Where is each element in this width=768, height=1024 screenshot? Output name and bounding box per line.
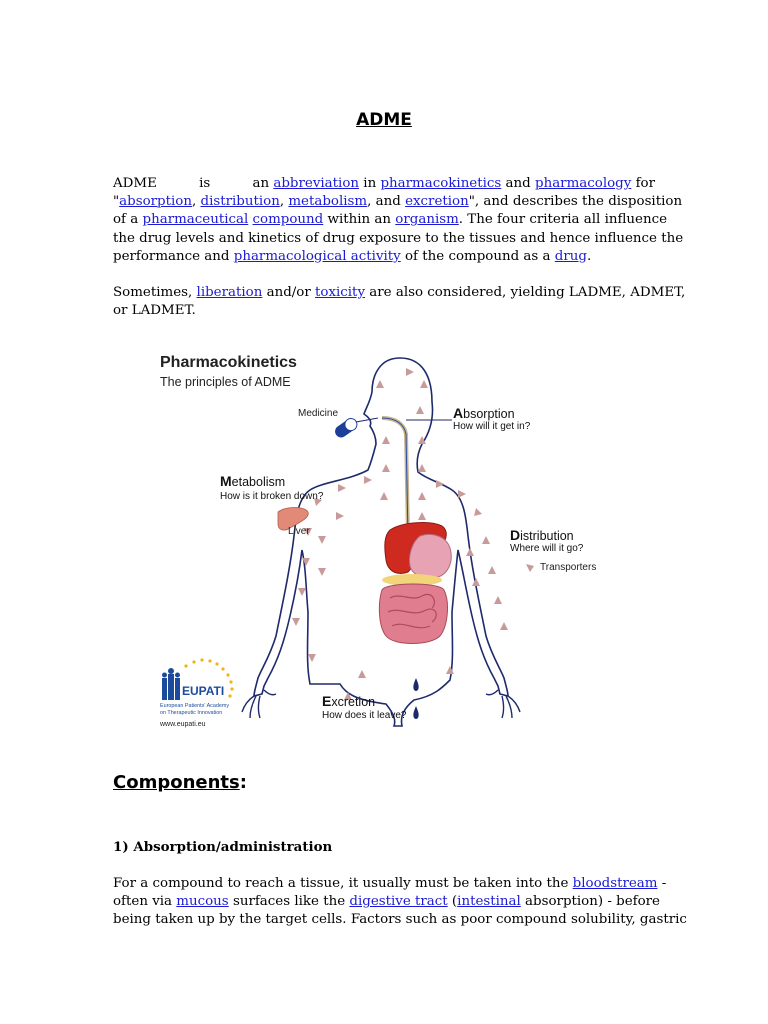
distribution-question: Where will it go?: [510, 543, 584, 554]
intro-paragraph: [113, 175, 684, 266]
excretion-rest: xcretion: [331, 695, 376, 709]
excretion-label: [322, 693, 375, 709]
transporters-label: Transporters: [540, 562, 597, 573]
link-excretion[interactable]: excretion: [405, 194, 469, 210]
text-run: ,: [279, 194, 289, 210]
text-run: of a: [113, 212, 143, 228]
text-run: ", and describes the disposition: [468, 194, 683, 210]
link-abbreviation[interactable]: abbreviation: [273, 176, 360, 191]
text-run: is: [199, 176, 211, 191]
absorption-rest: bsorption: [463, 407, 515, 421]
text-run: .: [586, 248, 592, 264]
text-run: often via: [113, 894, 177, 910]
text-run: of the compound as a: [400, 248, 555, 264]
metabolism-question: How is it broken down?: [220, 491, 324, 502]
text-run: the drug levels and kinetics of drug exposure to the tissues and hence influence the: [113, 230, 684, 246]
text-run: an: [252, 176, 270, 191]
link-absorption[interactable]: absorption: [119, 194, 192, 210]
link-bloodstream[interactable]: bloodstream: [572, 876, 658, 891]
page-title: ADME: [356, 110, 412, 130]
eupati-url: www.eupati.eu: [160, 721, 206, 728]
link-pharmacology[interactable]: pharmacology: [535, 176, 632, 191]
logo-figures: [162, 668, 180, 700]
figure-subtitle: The principles of ADME: [160, 375, 291, 389]
ladme-paragraph: [113, 284, 686, 320]
small-intestine: [379, 584, 447, 644]
medicine-label: Medicine: [298, 408, 339, 419]
eupati-name: EUPATI: [182, 684, 225, 698]
stomach-organ: [409, 535, 451, 579]
text-run: in: [363, 176, 377, 191]
distribution-rest: istribution: [520, 529, 574, 543]
text-run: ,: [191, 194, 201, 210]
intro-line-1: [113, 175, 655, 193]
excretion-drop-1: [415, 682, 417, 690]
link-distribution[interactable]: distribution: [200, 194, 280, 210]
intro-line-5: [113, 248, 655, 266]
link-digestive-tract[interactable]: digestive tract: [349, 894, 448, 910]
absorption-paragraph: [113, 875, 687, 930]
text-run: surfaces like the: [228, 894, 350, 910]
link-pharmaceutical[interactable]: pharmaceutical: [142, 212, 249, 228]
link-pharmacokinetics[interactable]: pharmacokinetics: [380, 176, 502, 191]
text-run: For a compound to reach a tissue, it usually must be taken into the: [113, 876, 573, 891]
components-heading: [113, 772, 247, 793]
absorption-question: How will it get in?: [453, 421, 531, 432]
link-mucous[interactable]: mucous: [176, 894, 229, 910]
text-run: Sometimes,: [113, 285, 197, 300]
metabolism-label: [220, 473, 285, 489]
absorption-line-3: [113, 911, 687, 929]
liver-label: Liver: [288, 526, 310, 537]
text-run: , and: [367, 194, 406, 210]
text-group: [253, 175, 656, 193]
distribution-initial: D: [510, 527, 521, 543]
absorption-initial: A: [453, 405, 464, 421]
eupati-logo: [159, 658, 234, 728]
text-run: -: [657, 876, 667, 891]
metabolism-initial: M: [220, 473, 232, 489]
text-run: or LADMET.: [113, 303, 196, 319]
text-run: being taken up by the target cells. Factors such as poor compound solubility, gastric: [113, 912, 687, 928]
link-organism[interactable]: organism: [395, 212, 459, 228]
text-run: and: [505, 176, 531, 191]
components-heading-text: Components: [113, 772, 240, 793]
figure-title: Pharmacokinetics: [160, 354, 297, 371]
pill-icon: [333, 416, 360, 440]
link-pharmacological-activity[interactable]: pharmacological activity: [233, 248, 401, 264]
text-run: and/or: [262, 285, 315, 300]
link-metabolism[interactable]: metabolism: [288, 194, 368, 210]
text-run: ": [113, 194, 120, 210]
intro-line-4: [113, 230, 684, 248]
components-colon: :: [239, 772, 247, 793]
excretion-drop-2: [415, 710, 417, 718]
text-run: for: [635, 176, 655, 191]
text-run: within an: [323, 212, 396, 228]
eupati-line2: on Therapeutic Innovation: [160, 710, 223, 716]
link-compound[interactable]: compound: [252, 212, 324, 228]
text-run: . The four criteria all influence: [458, 212, 667, 228]
absorption-line-1: [113, 875, 667, 893]
absorption-line-2: [113, 893, 660, 911]
eupati-line1: European Patients' Academy: [160, 703, 230, 709]
intro-line-3: [113, 211, 667, 229]
text-run: ADME: [113, 176, 157, 191]
text-run: (: [447, 894, 458, 910]
link-liberation[interactable]: liberation: [196, 285, 263, 300]
adme-figure: [150, 340, 597, 740]
ladme-line-2: [113, 302, 655, 320]
excretion-question: How does it leave?: [322, 710, 407, 721]
transporter-arrow-icon: [526, 564, 534, 572]
metabolism-rest: etabolism: [231, 475, 286, 489]
text-run: absorption) - before: [520, 894, 660, 910]
intro-line-2: [113, 193, 683, 211]
absorption-label: [453, 405, 515, 421]
link-drug[interactable]: drug: [554, 248, 587, 264]
link-toxicity[interactable]: toxicity: [315, 285, 366, 300]
text-run: performance and: [113, 248, 234, 264]
section-heading-absorption: 1) Absorption/administration: [113, 839, 333, 855]
link-intestinal[interactable]: intestinal: [457, 894, 521, 910]
distribution-label: [510, 527, 574, 543]
excretion-initial: E: [322, 693, 332, 709]
ladme-line-1: [113, 284, 686, 302]
text-run: are also considered, yielding LADME, ADMET,: [365, 285, 686, 300]
